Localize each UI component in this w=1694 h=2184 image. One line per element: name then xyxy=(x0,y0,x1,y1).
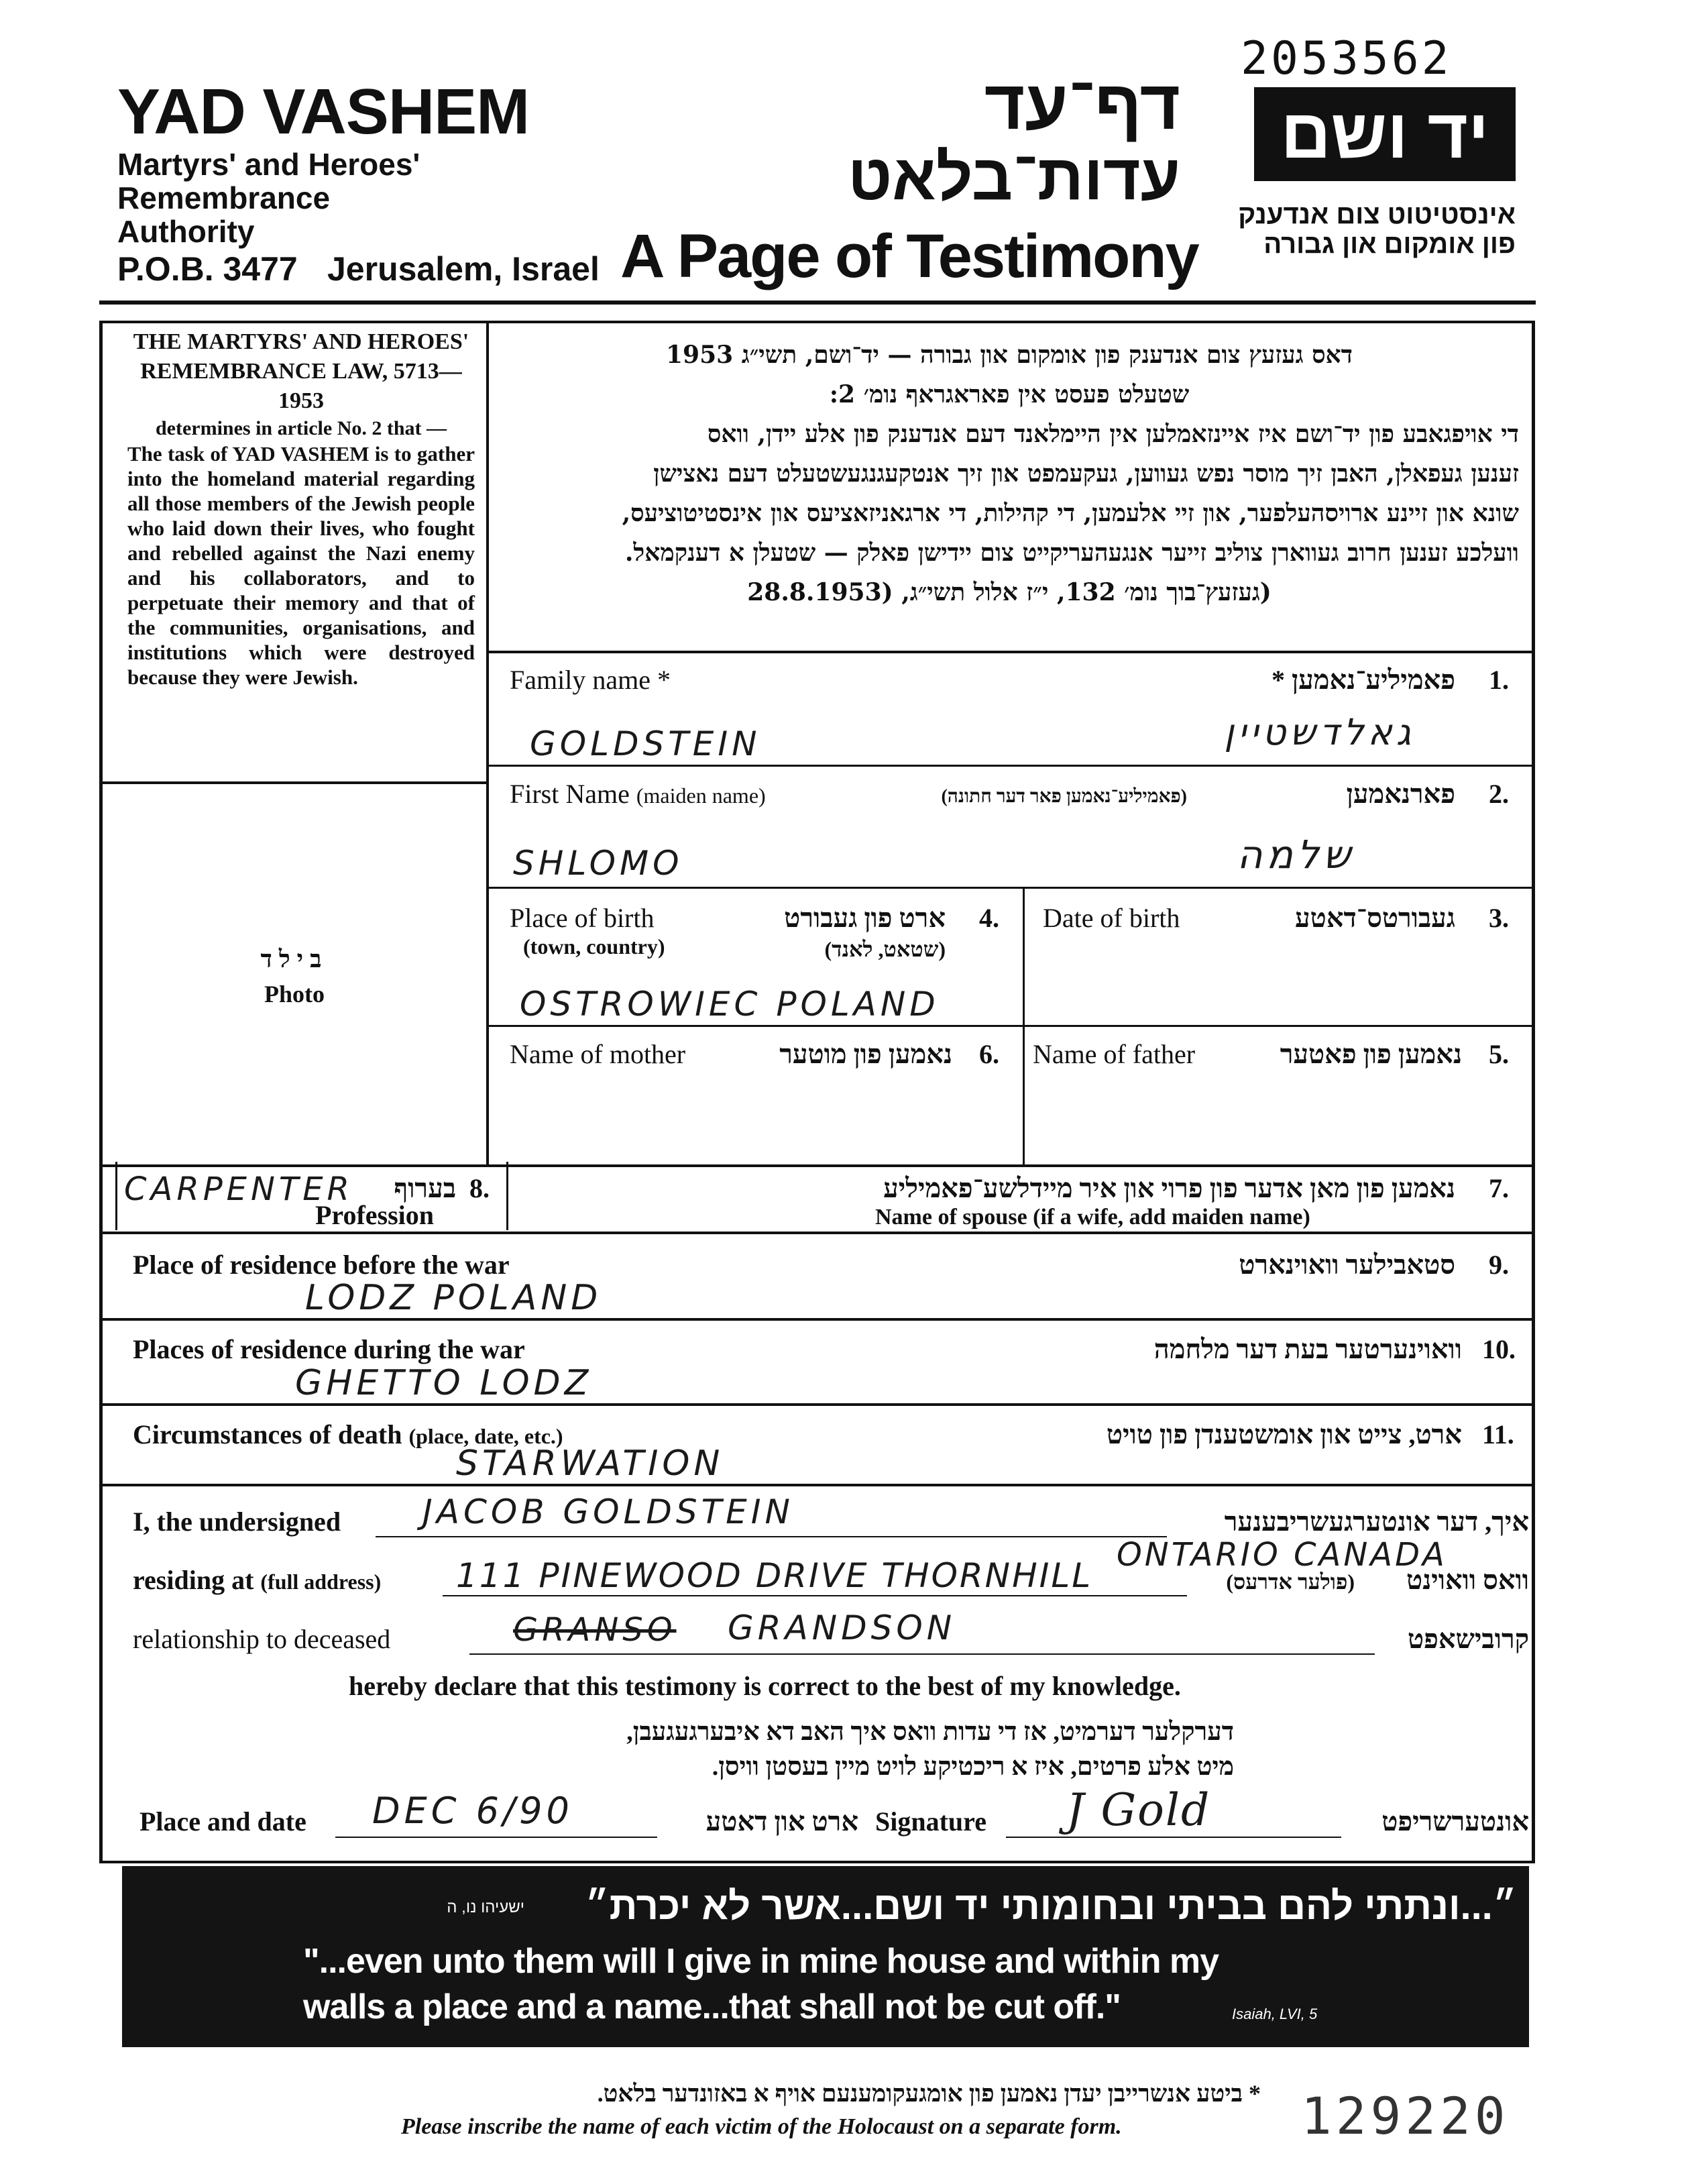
serial-number: 2053562 xyxy=(1241,32,1452,85)
first-name-yiddish-note: (פאמיליע־נאמען פאר דער חתונה) xyxy=(941,786,1187,807)
date-of-birth-yiddish: געבורטס־דאטע xyxy=(1295,903,1455,933)
yiddish-law-line-4: זענען געפאלן, האבן זיך מוסר נפש געווען, געקעמפט און זיך אנטקעגנגעשטעלט דעם נאצישן xyxy=(653,459,1519,488)
field-3-4-rule xyxy=(486,1025,1535,1027)
first-name-value[interactable]: SHLOMO xyxy=(513,844,683,883)
father-name-value[interactable] xyxy=(1033,1087,1516,1140)
field-8-number: 8. xyxy=(469,1173,490,1203)
family-name-label: Family name * xyxy=(510,665,671,695)
page-title: A Page of Testimony xyxy=(620,222,1198,290)
banner-hebrew: ״...ונתתי להם בביתי ובחומותי יד ושם...אשר לא יכרת״ xyxy=(585,1884,1517,1928)
circumstances-of-death-value[interactable]: STARWATION xyxy=(456,1443,724,1484)
field-1-rule xyxy=(486,765,1535,767)
first-name-label-text: First Name xyxy=(510,779,630,809)
field-9-number: 9. xyxy=(1489,1250,1509,1280)
profession-box-left xyxy=(115,1162,117,1230)
undersigned-line xyxy=(376,1536,1167,1537)
date-of-birth-value[interactable] xyxy=(1046,979,1516,1020)
residing-label-note: (full address) xyxy=(260,1570,382,1594)
frame-right xyxy=(1532,321,1535,1863)
profession-box-right xyxy=(506,1162,508,1230)
city: Jerusalem, Israel xyxy=(327,250,600,288)
photo-yiddish: בילד xyxy=(260,946,329,973)
first-name-label-note: (maiden name) xyxy=(636,783,766,808)
yiddish-law-bottom xyxy=(486,651,1535,653)
undersigned-value[interactable]: JACOB GOLDSTEIN xyxy=(422,1492,794,1531)
family-name-value[interactable]: GOLDSTEIN xyxy=(530,724,761,763)
field-9-rule xyxy=(99,1318,1535,1321)
relationship-yiddish: קרובישאפט xyxy=(1408,1624,1529,1654)
law-text: The task of YAD VASHEM is to gather into the homeland material regarding all those members of the Jewish people who laid down their lives, who fought and rebelled against the Nazi enemy and his collaborators, and to perpetuate their memory and that of the communities, organisations, and institutions which were destroyed because they were Jewish. xyxy=(127,442,475,689)
yiddish-law-line-7: (געזעץ־בוך נומ׳ 132, י״ז אלול תשי״ג, (28.8.1953 xyxy=(747,578,1272,606)
place-date-label: Place and date xyxy=(139,1806,306,1837)
circumstances-of-death-yiddish: ארט, צייט און אומשטענדן פון טויט xyxy=(1106,1419,1462,1450)
yiddish-law-line-2: שטעלט פעסט אין פאראגראף נומ׳ 2: xyxy=(829,380,1190,408)
relationship-label: relationship to deceased xyxy=(133,1624,391,1654)
place-date-yiddish: ארט און דאטע xyxy=(705,1806,858,1837)
profession-value[interactable]: CARPENTER xyxy=(124,1170,353,1208)
mother-name-label: Name of mother xyxy=(510,1039,686,1069)
scripture-banner xyxy=(122,1866,1529,2047)
signature-label: Signature xyxy=(875,1806,986,1837)
field-3-number: 3. xyxy=(1489,903,1509,933)
date-of-birth-label: Date of birth xyxy=(1043,903,1180,933)
banner-english-1: "...even unto them will I give in mine house and within my xyxy=(303,1942,1219,1981)
logo-text: יד ושם xyxy=(1280,95,1489,173)
residing-line xyxy=(443,1595,1187,1596)
first-name-label xyxy=(510,778,766,810)
field-11-rule xyxy=(99,1484,1535,1486)
residing-label-text: residing at xyxy=(133,1565,254,1595)
profession-yiddish: בערוף xyxy=(394,1173,456,1203)
yiddish-law-line-1: דאס געזעץ צום אנדענק פון אומקום און גבורה — יד־ושם, תשי״ג 1953 xyxy=(665,341,1353,369)
banner-english-ref: Isaiah, LVI, 5 xyxy=(1232,2006,1318,2022)
po-box: P.O.B. 3477 xyxy=(117,250,298,288)
left-column-divider xyxy=(486,321,489,1167)
field-2-number: 2. xyxy=(1489,779,1509,809)
circumstances-of-death-label-text: Circumstances of death xyxy=(133,1419,402,1450)
residence-before-war-value[interactable]: LODZ POLAND xyxy=(305,1278,602,1318)
field-7-number: 7. xyxy=(1489,1173,1509,1203)
place-of-birth-yiddish: ארט פון געבורט xyxy=(784,903,946,933)
law-determines: determines in article No. 2 that — xyxy=(155,417,447,439)
law-heading: THE MARTYRS' AND HEROES' REMEMBRANCE LAW, 5713—1953 xyxy=(133,329,469,413)
banner-hebrew-ref: ישעיהו נו, ה xyxy=(447,1898,524,1916)
residing-label xyxy=(133,1564,381,1596)
yad-vashem-logo xyxy=(1254,87,1516,181)
frame-bottom xyxy=(99,1861,1535,1863)
field-6-number: 6. xyxy=(979,1039,999,1069)
yiddish-law xyxy=(500,335,1519,612)
org-subtitle-3: Authority xyxy=(117,214,255,249)
org-name: YAD VASHEM xyxy=(117,76,530,148)
institute-line-1: אינסטיטוט צום אנדענק xyxy=(1238,200,1516,229)
declaration-yiddish-2: מיט אלע פרטים, איז א ריכטיקע לויט מיין בעסטן וויסן. xyxy=(712,1753,1234,1781)
yiddish-title-1: דף־עד xyxy=(984,66,1180,144)
family-name-yiddish: פאמיליע־נאמען * xyxy=(1271,665,1455,695)
residing-value[interactable]: 111 PINEWOOD DRIVE THORNHILL xyxy=(456,1556,1093,1595)
yiddish-law-line-3: די אויפגאבע פון יד־ושם איז איינזאמלען אין היימלאנד דעם אנדענק פון אלע יידן, וואס xyxy=(707,420,1519,448)
circumstances-of-death-note: (place, date, etc.) xyxy=(408,1424,563,1448)
frame-top xyxy=(99,321,1535,323)
spouse-name-label: Name of spouse (if a wife, add maiden name) xyxy=(875,1205,1310,1230)
residence-during-war-value[interactable]: GHETTO LODZ xyxy=(295,1363,593,1403)
relationship-struck: GRANSO xyxy=(513,1611,677,1649)
footer-yiddish: * ביטע אנשרייבן יעדן נאמען פון אומגעקומענעם אויף א באזונדער בלאט. xyxy=(597,2080,1261,2107)
yiddish-law-line-6: וועלכע זענען חרוב געווארן צוליב זייער אנגעהעריקייט צום יידישן פאלק — שטעלן א דענקמאל. xyxy=(624,539,1519,567)
relationship-line xyxy=(469,1653,1375,1655)
photo-area[interactable] xyxy=(103,784,486,1167)
yiddish-law-line-5: שונא און זיינע ארויסהעלפער, און זיי אלעמען, די קהילות, די ארגאניזאציעס און אינסטיטוציעס, xyxy=(622,499,1519,527)
field-5-number: 5. xyxy=(1489,1039,1509,1069)
header-rule xyxy=(99,301,1536,305)
field-4-number: 4. xyxy=(979,903,999,933)
father-name-label: Name of father xyxy=(1033,1039,1196,1069)
institute-line-2: פון אומקום און גבורה xyxy=(1263,229,1516,259)
place-of-birth-yiddish-note: (שטאט, לאנד) xyxy=(824,937,946,961)
signature-value[interactable]: J Gold xyxy=(1066,1784,1211,1836)
signature-line xyxy=(1006,1837,1341,1838)
field-1-number: 1. xyxy=(1489,665,1509,695)
field-10-rule xyxy=(99,1403,1535,1406)
banner-english-2: walls a place and a name...that shall not be cut off." xyxy=(303,1987,1121,2026)
footer-english: Please inscribe the name of each victim of the Holocaust on a separate form. xyxy=(401,2114,1122,2139)
place-date-line xyxy=(335,1837,657,1838)
place-of-birth-note: (town, country) xyxy=(523,934,665,959)
org-subtitle-2: Remembrance xyxy=(117,180,331,215)
field-2-rule xyxy=(486,887,1535,889)
signature-yiddish: אונטערשריפט xyxy=(1381,1806,1529,1837)
residing-value-2[interactable]: ONTARIO CANADA xyxy=(1117,1536,1447,1574)
field-11-number: 11. xyxy=(1482,1419,1514,1450)
residence-before-war-yiddish: סטאבילער וואוינארט xyxy=(1239,1250,1455,1280)
spouse-name-yiddish: נאמען פון מאן אדער פון פרוי און איר מיידלשע־פאמיליע xyxy=(883,1173,1455,1203)
field-7-8-rule xyxy=(99,1232,1535,1234)
org-subtitle-1: Martyrs' and Heroes' xyxy=(117,147,420,182)
family-name-value-yiddish[interactable]: גאלדשטיין xyxy=(1224,711,1415,753)
undersigned-yiddish: איך, דער אונטערגעשריבענער xyxy=(1224,1507,1529,1537)
stamp-number: 129220 xyxy=(1301,2086,1510,2146)
residence-before-war-label: Place of residence before the war xyxy=(133,1250,510,1280)
first-name-value-yiddish[interactable]: שלמה xyxy=(1237,832,1355,877)
residing-yiddish: וואס וואוינט xyxy=(1406,1565,1529,1595)
relationship-value[interactable]: GRANDSON xyxy=(728,1608,956,1647)
residing-yiddish-note: (פולער אדרעס) xyxy=(1226,1570,1355,1594)
profession-label: Profession xyxy=(315,1200,435,1230)
undersigned-label: I, the undersigned xyxy=(133,1507,341,1537)
place-of-birth-label: Place of birth xyxy=(510,903,655,933)
mid-divider-3-6 xyxy=(1023,887,1025,1167)
place-date-value[interactable]: DEC 6/90 xyxy=(372,1790,573,1832)
father-name-yiddish: נאמען פון פאטער xyxy=(1280,1039,1462,1069)
residence-during-war-yiddish: וואוינערטער בעת דער מלחמה xyxy=(1153,1334,1462,1364)
declaration-statement: hereby declare that this testimony is correct to the best of my knowledge. xyxy=(349,1671,1181,1701)
yiddish-title-2: עדות־בלאט xyxy=(848,142,1180,213)
first-name-yiddish: פארנאמען xyxy=(1346,779,1455,809)
mother-name-yiddish: נאמען פון מוטער xyxy=(779,1039,952,1069)
place-of-birth-value[interactable]: OSTROWIEC POLAND xyxy=(520,985,940,1024)
photo-label: Photo xyxy=(264,981,325,1007)
residence-during-war-label: Places of residence during the war xyxy=(133,1334,525,1364)
declaration-yiddish-1: דערקלער דערמיט, אז די עדות וואס איך האב דא איבערגעגעבן, xyxy=(626,1718,1234,1746)
field-10-number: 10. xyxy=(1482,1334,1516,1364)
mother-name-value[interactable] xyxy=(510,1087,1006,1140)
law-box xyxy=(127,327,475,690)
field-5-6-rule xyxy=(99,1164,1535,1167)
